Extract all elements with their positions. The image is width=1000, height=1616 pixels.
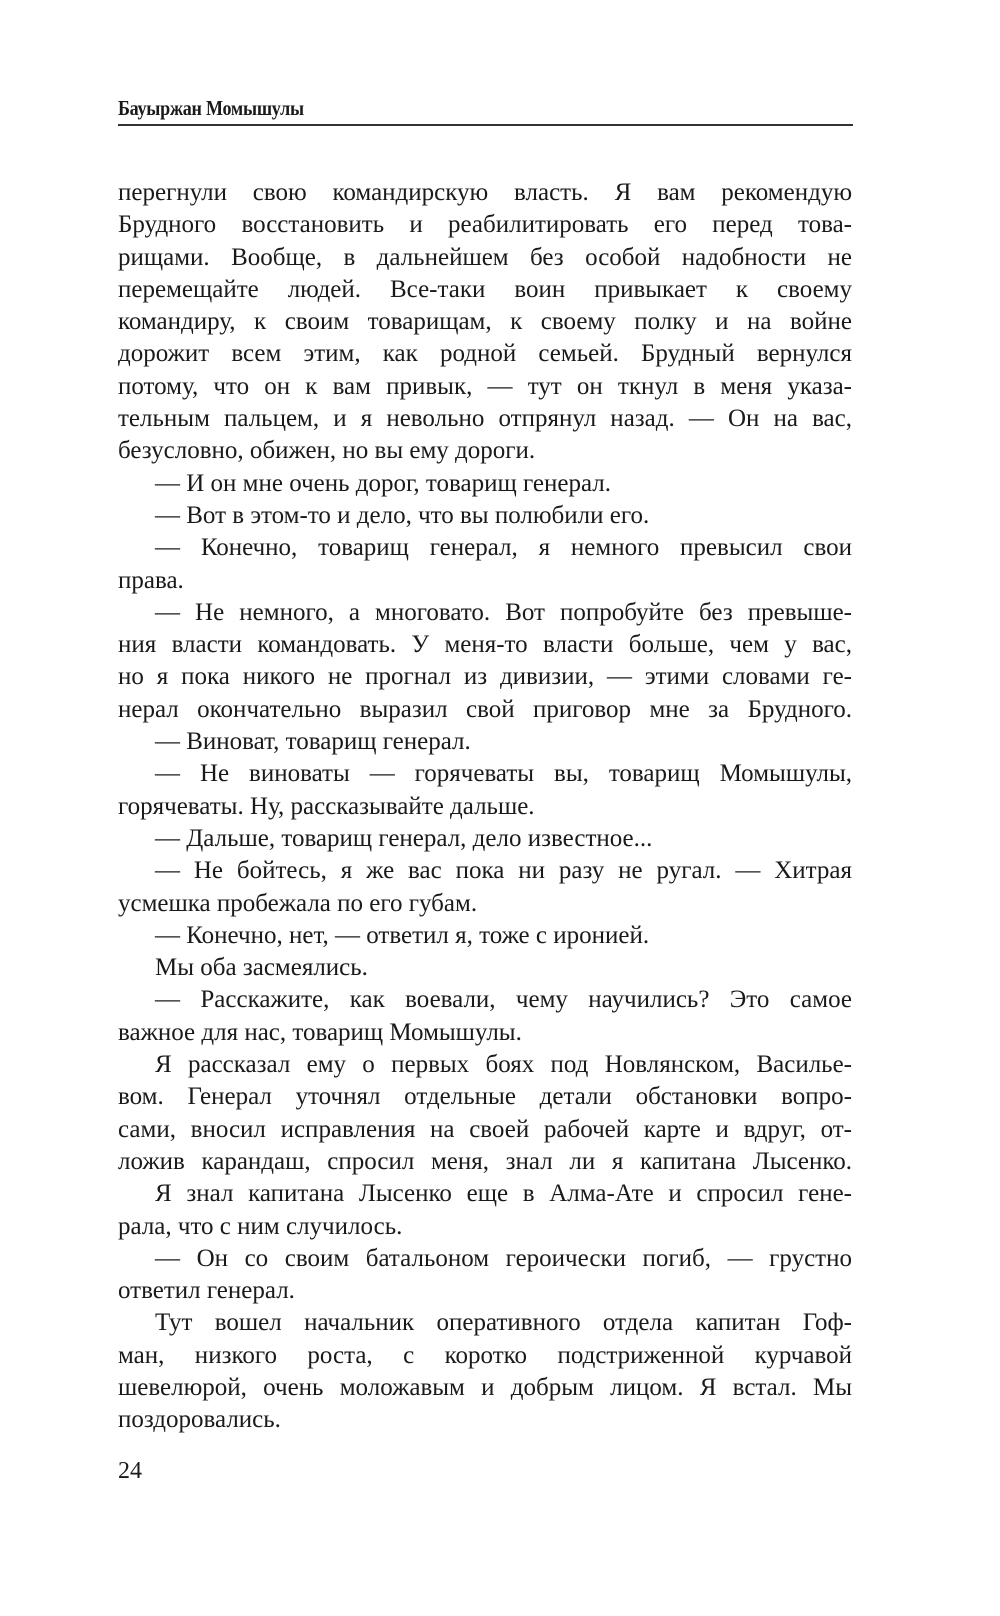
text-line: — Виноват, товарищ генерал. bbox=[155, 728, 471, 756]
text-line: Мы оба засмеялись. bbox=[155, 954, 368, 982]
text-line: — Конечно, нет, — ответил я, тоже с иронией. bbox=[155, 921, 650, 949]
text-line: Я знал капитана Лысенко еще в Алма-Ате и спросил гене- bbox=[155, 1180, 852, 1208]
page-number: 24 bbox=[118, 1458, 142, 1484]
text-line: — Вот в этом-то и дело, что вы полюбили его. bbox=[155, 501, 650, 529]
text-line: — Не немного, а многовато. Вот попробуйте без превыше- bbox=[155, 598, 852, 626]
text-line: — Не виноваты — горячеваты вы, товарищ Момышулы, bbox=[155, 760, 852, 788]
text-line: ман, низкого роста, с коротко подстриженной курчавой bbox=[118, 1341, 852, 1369]
body-text bbox=[118, 177, 852, 1437]
text-line: шевелюрой, очень моложавым и добрым лицом. Я встал. Мы bbox=[118, 1373, 852, 1401]
running-header: Бауыржан Момышулы bbox=[118, 96, 304, 120]
header-rule bbox=[118, 124, 853, 126]
text-line: рала, что с ним случилось. bbox=[118, 1212, 403, 1240]
text-line: перегнули свою командирскую власть. Я вам рекомендую bbox=[118, 179, 852, 206]
text-line: вом. Генерал уточнял отдельные детали обстановки вопро- bbox=[118, 1083, 852, 1111]
text-line: — И он мне очень дорог, товарищ генерал. bbox=[155, 469, 612, 497]
text-line: поздоровались. bbox=[118, 1406, 281, 1434]
text-line: — Дальше, товарищ генерал, дело известное... bbox=[155, 824, 653, 852]
text-line: горячеваты. Ну, рассказывайте дальше. bbox=[118, 792, 535, 820]
text-line: безусловно, обижен, но вы ему дороги. bbox=[118, 437, 536, 465]
text-line: тельным пальцем, и я невольно отпрянул назад. — Он на вас, bbox=[118, 405, 852, 433]
text-line: нерал окончательно выразил свой приговор мне за Брудного. bbox=[118, 695, 852, 723]
text-line: командиру, к своим товарищам, к своему полку и на войне bbox=[118, 308, 852, 336]
text-line: ложив карандаш, спросил меня, знал ли я капитана Лысенко. bbox=[118, 1147, 852, 1175]
text-line: усмешка пробежала по его губам. bbox=[118, 889, 478, 917]
text-line: права. bbox=[118, 566, 184, 594]
text-line: Тут вошел начальник оперативного отдела капитан Гоф- bbox=[155, 1309, 852, 1337]
text-line: ния власти командовать. У меня-то власти больше, чем у вас, bbox=[118, 631, 852, 659]
text-line: — Конечно, товарищ генерал, я немного превысил свои bbox=[155, 534, 852, 562]
text-line: Брудного восстановить и реабилитировать его перед това- bbox=[118, 211, 852, 239]
text-line: — Он со своим батальоном героически погиб, — грустно bbox=[155, 1244, 852, 1272]
text-line: дорожит всем этим, как родной семьей. Брудный вернулся bbox=[118, 340, 852, 368]
text-line: рищами. Вообще, в дальнейшем без особой надобности не bbox=[118, 243, 852, 271]
text-line: потому, что он к вам привык, — тут он ткнул в меня указа- bbox=[118, 372, 852, 400]
text-line: ответил генерал. bbox=[118, 1277, 295, 1305]
text-line: сами, вносил исправления на своей рабочей карте и вдруг, от- bbox=[118, 1115, 852, 1143]
text-line: важное для нас, товарищ Момышулы. bbox=[118, 1018, 522, 1046]
text-line: — Не бойтесь, я же вас пока ни разу не ругал. — Хитрая bbox=[155, 857, 852, 885]
text-line: — Расскажите, как воевали, чему научились? Это самое bbox=[155, 986, 852, 1014]
text-line: Я рассказал ему о первых боях под Новлянском, Васильe- bbox=[155, 1051, 852, 1079]
text-line: перемещайте людей. Все-таки воин привыкает к своему bbox=[118, 275, 852, 303]
text-line: но я пока никого не прогнал из дивизии, — этими словами ге- bbox=[118, 663, 852, 691]
